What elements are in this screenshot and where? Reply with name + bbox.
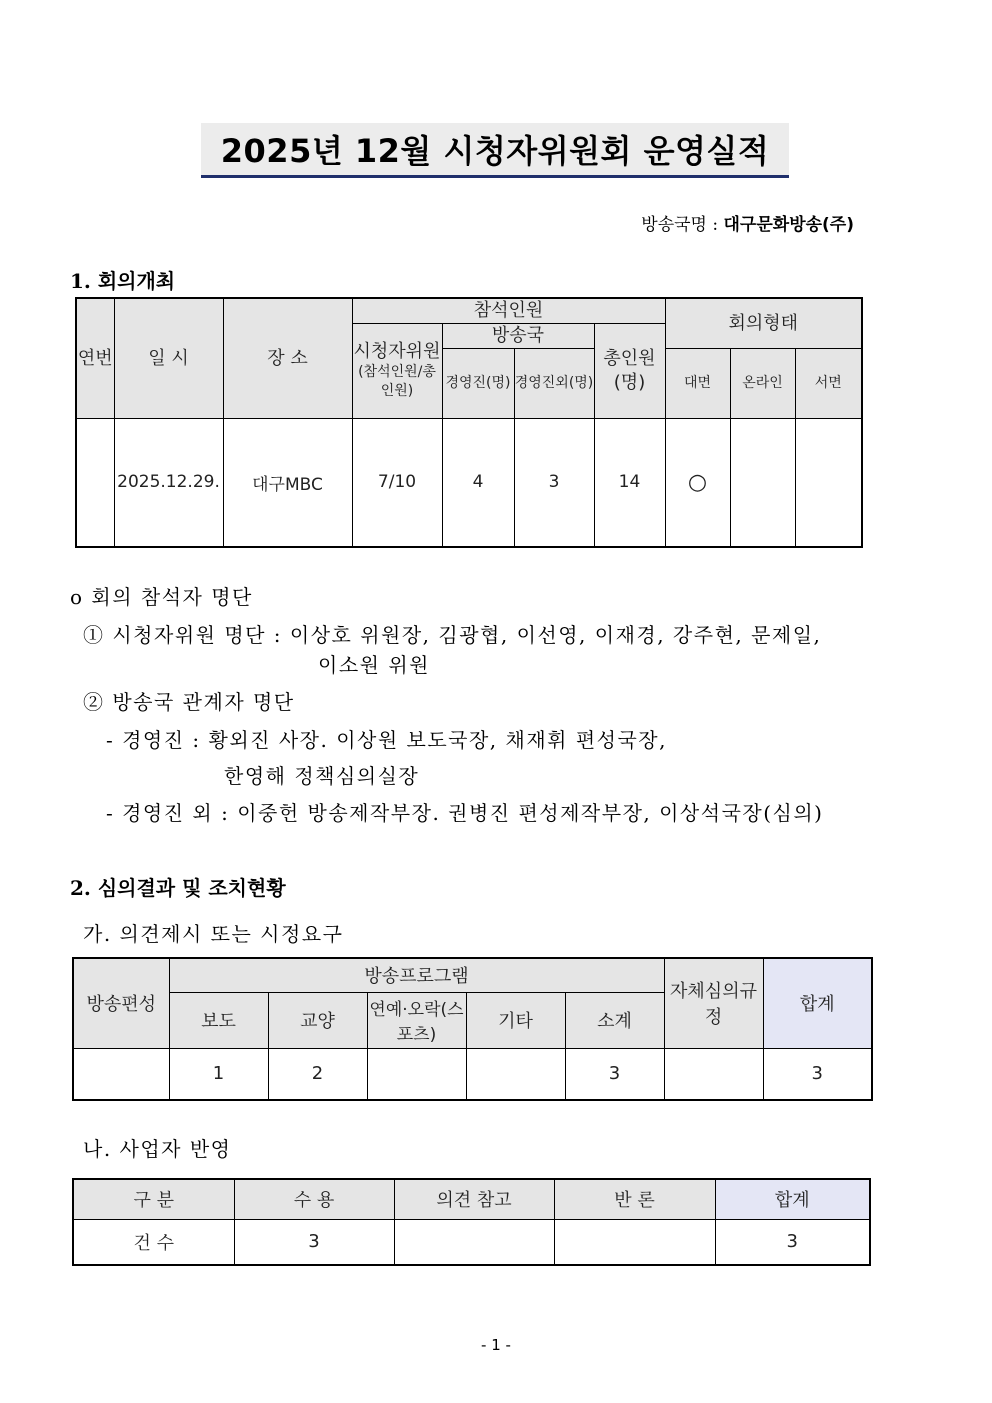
- cell-accept: 3: [234, 1219, 394, 1265]
- header-broadcaster: 방송국: [442, 323, 594, 348]
- header-other: 기타: [466, 992, 565, 1048]
- table-row: [73, 1048, 872, 1100]
- header-nonexec: 경영진외(명): [514, 348, 594, 418]
- cell-nonexec: 3: [514, 418, 594, 547]
- header-total: 총인원(명): [594, 323, 665, 418]
- header-viewer-label: 시청자위원: [353, 340, 441, 362]
- cell-self-review: [664, 1048, 763, 1100]
- header-inperson: 대면: [665, 348, 730, 418]
- cell-total: 14: [594, 418, 665, 547]
- cell-viewer: 7/10: [352, 418, 442, 547]
- document-title-box: [201, 123, 789, 178]
- cell-exec: 4: [442, 418, 514, 547]
- viewer-members-line-1: ① 시청자위원 명단 : 이상호 위원장, 김광협, 이선영, 이재경, 강주현, 문제일,: [83, 623, 822, 647]
- cell-sum: 3: [715, 1219, 870, 1265]
- header-attendance: 참석인원: [352, 298, 665, 323]
- cell-category: [73, 1048, 169, 1100]
- cell-sum: 3: [763, 1048, 872, 1100]
- staff-heading: ② 방송국 관계자 명단: [83, 690, 295, 714]
- header-accept: 수 용: [234, 1179, 394, 1219]
- table-row: [76, 418, 862, 547]
- meeting-table: [75, 297, 863, 548]
- cell-other: [466, 1048, 565, 1100]
- header-entertainment: 연예·오락(스포츠): [367, 992, 466, 1048]
- header-sum: 합계: [763, 958, 872, 1048]
- station-line: [641, 210, 854, 235]
- station-label: 방송국명 :: [641, 215, 719, 235]
- table-row: [73, 1219, 870, 1265]
- header-written: 서면: [795, 348, 862, 418]
- header-category: 방송편성: [73, 958, 169, 1048]
- attendees-heading: o 회의 참석자 명단: [70, 585, 253, 609]
- sub-heading-b: 나. 사업자 반영: [83, 1137, 232, 1161]
- cell-reference: [394, 1219, 554, 1265]
- header-reference: 의견 참고: [394, 1179, 554, 1219]
- header-no: 연번: [76, 298, 114, 418]
- header-kind: 구 분: [73, 1179, 234, 1219]
- cell-online: [730, 418, 795, 547]
- cell-inperson: ○: [665, 418, 730, 547]
- nonexec-line: - 경영진 외 : 이중헌 방송제작부장. 권병진 편성제작부장, 이상석국장(심의): [106, 801, 824, 825]
- header-rebuttal: 반 론: [554, 1179, 715, 1219]
- cell-subtotal: 3: [565, 1048, 664, 1100]
- document-title: 2025년 12월 시청자위원회 운영실적: [220, 132, 770, 170]
- cell-entertainment: [367, 1048, 466, 1100]
- header-subtotal: 소계: [565, 992, 664, 1048]
- cell-date: 2025.12.29.: [114, 418, 223, 547]
- viewer-members-line-2: 이소원 위원: [318, 653, 430, 677]
- header-culture: 교양: [268, 992, 367, 1048]
- header-place: 장 소: [223, 298, 352, 418]
- cell-place: 대구MBC: [223, 418, 352, 547]
- cell-no: [76, 418, 114, 547]
- header-sum: 합계: [715, 1179, 870, 1219]
- cell-row-label: 건 수: [73, 1219, 234, 1265]
- review-results-table: [72, 957, 873, 1101]
- section-1-heading: 1. 회의개최: [70, 269, 176, 293]
- sub-heading-a: 가. 의견제시 또는 시정요구: [83, 922, 344, 946]
- exec-line-1: - 경영진 : 황외진 사장. 이상원 보도국장, 채재휘 편성국장,: [106, 728, 667, 752]
- page-number: - 1 -: [481, 1336, 511, 1354]
- station-name: 대구문화방송(주): [723, 215, 854, 235]
- section-2-heading: 2. 심의결과 및 조치현황: [70, 876, 286, 900]
- cell-news: 1: [169, 1048, 268, 1100]
- header-exec: 경영진(명): [442, 348, 514, 418]
- exec-line-2: 한영해 정책심의실장: [224, 764, 420, 788]
- header-viewer-members: [352, 323, 442, 418]
- operator-response-table: [72, 1178, 871, 1266]
- cell-culture: 2: [268, 1048, 367, 1100]
- header-meeting-form: 회의형태: [665, 298, 862, 348]
- cell-written: [795, 418, 862, 547]
- header-self-review: 자체심의규정: [664, 958, 763, 1048]
- header-date: 일 시: [114, 298, 223, 418]
- header-viewer-sub: (참석인원/총인원): [358, 364, 436, 400]
- header-news: 보도: [169, 992, 268, 1048]
- cell-rebuttal: [554, 1219, 715, 1265]
- header-program: 방송프로그램: [169, 958, 664, 992]
- header-online: 온라인: [730, 348, 795, 418]
